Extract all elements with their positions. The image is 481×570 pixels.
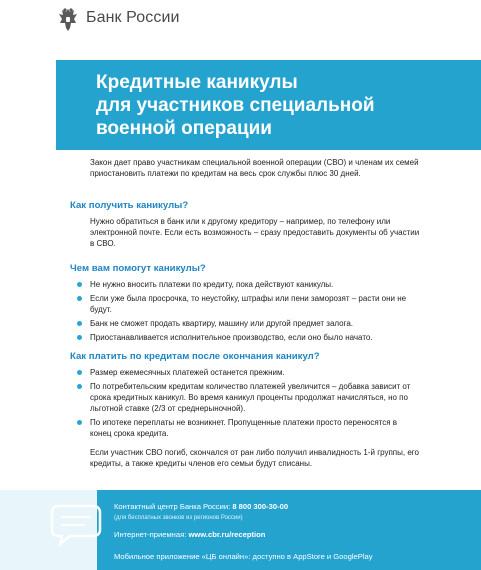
header (0, 0, 481, 40)
title-line: для участников специальной (96, 95, 375, 116)
section-paragraph-get-holidays: Нужно обратиться в банк или к другому кредитору – например, по телефону или электронной почте. Если есть возможность – сразу предоставить документы об участии в СВО. (90, 217, 420, 248)
title-line: Кредитные каникулы (96, 72, 298, 93)
bank-name: Банк России (86, 9, 180, 26)
contact-center (114, 502, 288, 512)
list-item: По ипотеке переплаты не возникнет. Пропущенные платежи просто переносятся в конец срока кредита. (70, 417, 420, 439)
list-item: Не нужно вносить платежи по кредиту, пока действуют каникулы. (70, 279, 420, 290)
contact-note: (для бесплатных звонков из регионов России) (114, 515, 243, 521)
contact-phone[interactable]: 8 800 300-30-00 (232, 502, 289, 511)
list-item: Размер ежемесячных платежей останется прежним. (70, 367, 420, 378)
title-banner (56, 60, 481, 150)
chat-bubble-icon (50, 500, 102, 548)
contact-label: Контактный центр Банка России: (114, 502, 233, 511)
page-title (96, 71, 375, 140)
list-item: Если уже была просрочка, то неустойку, штрафы или пени заморозят – расти они не будут. (70, 293, 420, 315)
closing-paragraph: Если участник СВО погиб, скончался от ран либо получил инвалидность 1-й группы, его кредиты, а также кредиты членов его семьи будут списаны. (90, 448, 419, 468)
section-heading-benefits: Чем вам помогут каникулы? (70, 263, 206, 274)
reception-link[interactable]: www.cbr.ru/reception (188, 530, 266, 539)
double-headed-eagle-icon (56, 6, 80, 32)
after-holidays-list (70, 367, 420, 442)
list-item: Приостанавливается исполнительное производство, если оно было начато. (70, 332, 420, 343)
reception-label: Интернет-приемная: (114, 530, 189, 539)
mobile-app-note: Мобильное приложение «ЦБ онлайн»: доступно в AppStore и GooglePlay (114, 552, 373, 561)
intro-paragraph: Закон дает право участникам специальной военной операции (СВО) и членам их семей приостановить платежи по кредитам на весь срок службы плюс 30 дней. (90, 158, 419, 178)
title-line: военной операции (96, 118, 272, 139)
benefits-list (70, 279, 420, 346)
section-heading-get-holidays: Как получить каникулы? (70, 200, 189, 211)
list-item: Банк не сможет продать квартиру, машину или другой предмет залога. (70, 318, 420, 329)
section-heading-after-holidays: Как платить по кредитам после окончания каникул? (70, 351, 320, 362)
list-item: По потребительским кредитам количество платежей увеличится – добавка зависит от срока кредитных каникул. Во время каникул проценты продолжат начисляться, но по льготной ставке (2/3 от среднерыночной). (70, 381, 420, 414)
internet-reception (114, 530, 265, 540)
